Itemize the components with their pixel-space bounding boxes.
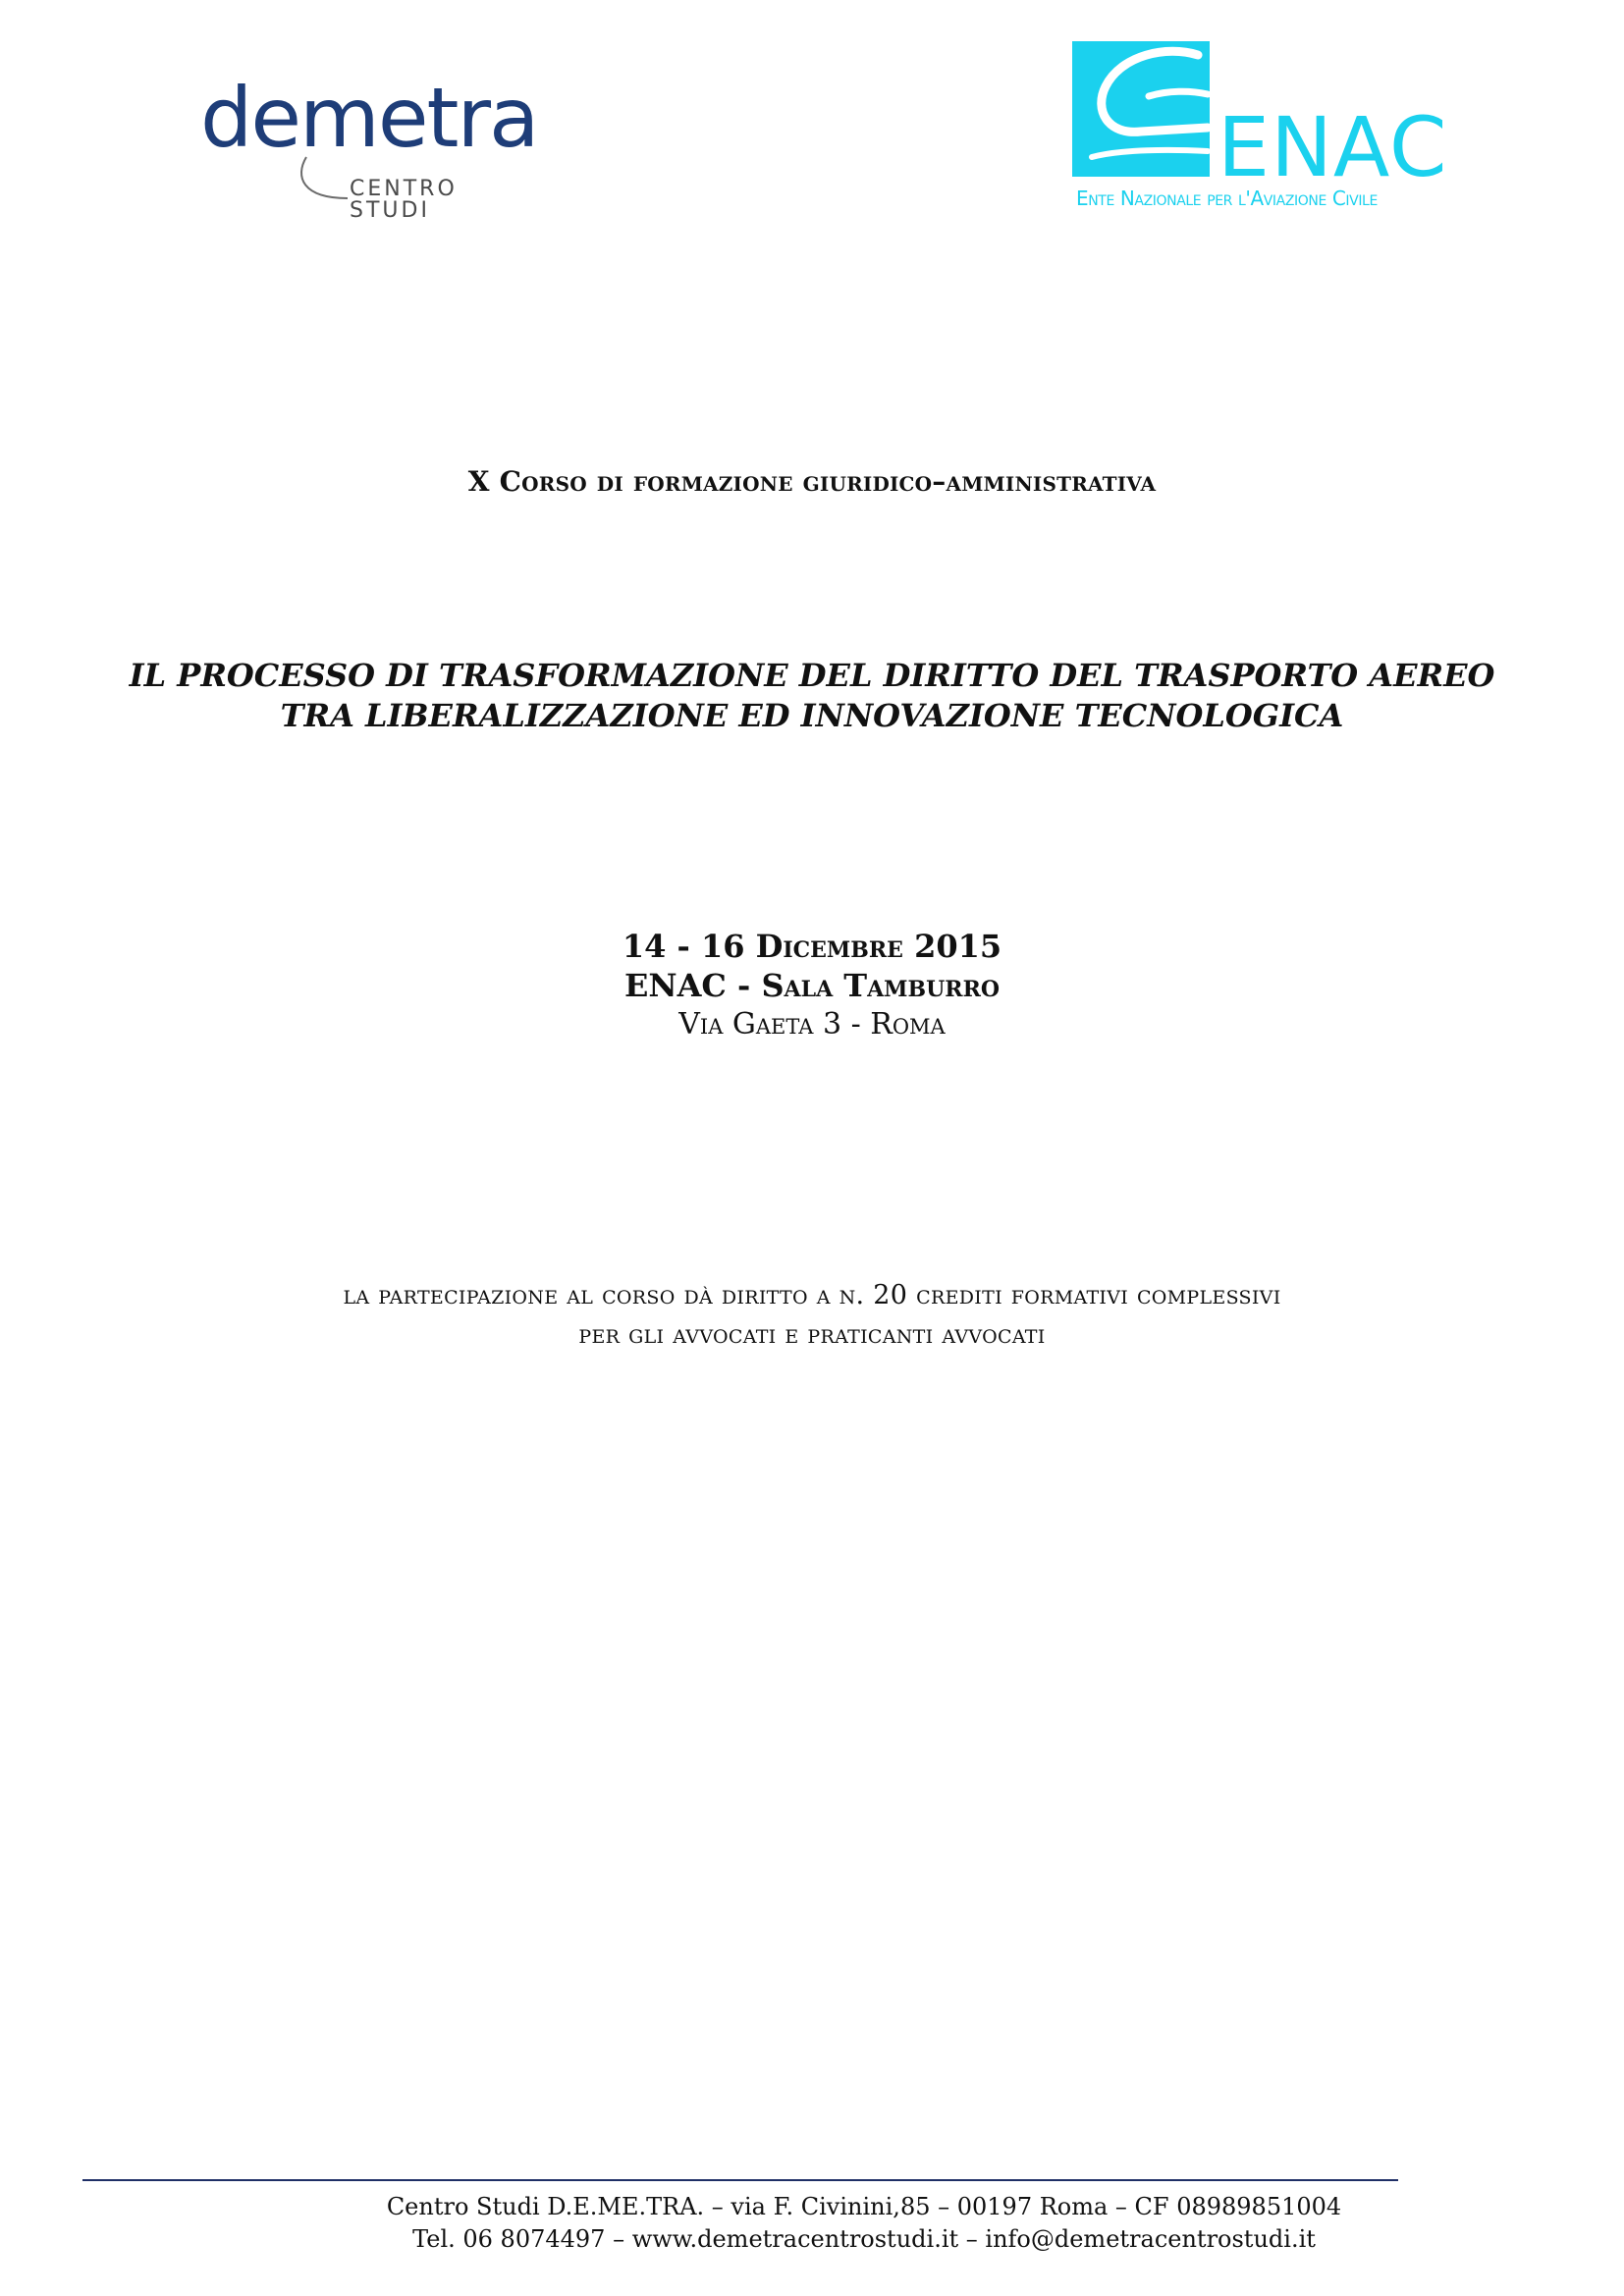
enac-logo [1072,41,1455,213]
course-title-line-2: TRA LIBERALIZZAZIONE ED INNOVAZIONE TECNOLOGICA [280,697,1344,734]
event-details [0,927,1624,1044]
course-title [0,656,1624,736]
enac-emblem-icon [1072,41,1210,177]
event-venue: ENAC - Sala Tamburro [623,967,1001,1004]
credits-note [0,1276,1624,1355]
credits-note-line-2: per gli avvocati e praticanti avvocati [578,1319,1046,1350]
course-heading: X Corso di formazione giuridico–amministrativa [467,465,1157,498]
course-title-line-1: IL PROCESSO DI TRASFORMAZIONE DEL DIRITTO DEL TRASPORTO AEREO [129,657,1495,694]
footer-contacts: Tel. 06 8074497 – www.demetracentrostudi.it – info@demetracentrostudi.it [412,2225,1316,2253]
enac-logo-letters: ENAC [1218,99,1448,195]
demetra-swoosh-icon [293,155,352,214]
demetra-logo-subtitle: CENTRO STUDI [350,177,458,223]
footer [295,2191,1434,2256]
footer-address: Centro Studi D.E.ME.TRA. – via F. Civinini,85 – 00197 Roma – CF 08989851004 [386,2193,1342,2220]
event-dates: 14 - 16 Dicembre 2015 [622,928,1002,965]
demetra-logo [192,70,538,223]
demetra-logo-wordmark: demetra [200,70,538,166]
enac-logo-tagline: Ente Nazionale per l'Aviazione Civile [1076,187,1378,210]
footer-divider [82,2179,1398,2181]
credits-note-line-1: la partecipazione al corso dà diritto a n. 20 crediti formativi complessivi [343,1280,1281,1310]
event-address: Via Gaeta 3 - Roma [678,1007,946,1041]
